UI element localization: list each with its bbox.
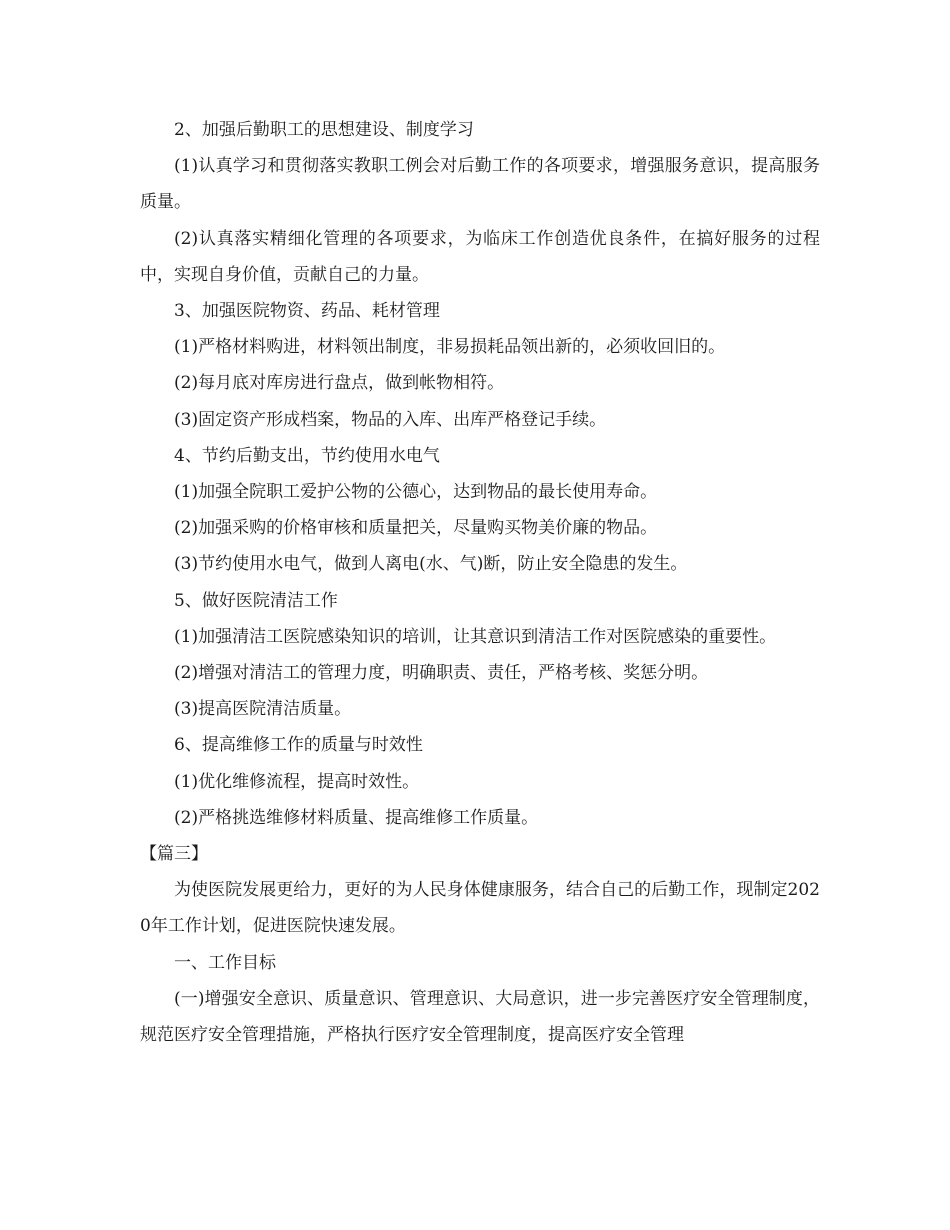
paragraph-5-1: (1)加强清洁工医院感染知识的培训，让其意识到清洁工作对医院感染的重要性。 — [174, 626, 777, 647]
paragraph-3-2: (2)每月底对库房进行盘点，做到帐物相符。 — [174, 373, 505, 394]
paragraph-3-3: (3)固定资产形成档案，物品的入库、出库严格登记手续。 — [174, 409, 607, 430]
paragraph-4-3: (3)节约使用水电气，做到人离电(水、气)断，防止安全隐患的发生。 — [174, 554, 688, 575]
paragraph-4-2: (2)加强采购的价格审核和质量把关，尽量购买物美价廉的物品。 — [174, 518, 658, 539]
paragraph-5-3: (3)提高医院清洁质量。 — [174, 699, 352, 720]
paragraph-2-2: (2)认真落实精细化管理的各项要求，为临床工作创造优良条件，在搞好服务的过程中，实现自身价值，贡献自己的力量。 — [140, 228, 820, 285]
paragraph-goals-1: (一)增强安全意识、质量意识、管理意识、大局意识，进一步完善医疗安全管理制度，规范医疗安全管理措施，严格执行医疗安全管理制度，提高医疗安全管理 — [140, 988, 820, 1046]
paragraph-5-2: (2)增强对清洁工的管理力度，明确职责、责任，严格考核、奖惩分明。 — [174, 663, 709, 684]
paragraph-2-1: (1)认真学习和贯彻落实教职工例会对后勤工作的各项要求，增强服务意识，提高服务质量。 — [140, 156, 820, 213]
section-heading-3: 3、加强医院物资、药品、耗材管理 — [174, 301, 440, 322]
section-heading-goals: 一、工作目标 — [174, 952, 276, 973]
section-heading-6: 6、提高维修工作的质量与时效性 — [174, 735, 423, 756]
paragraph-4-1: (1)加强全院职工爱护公物的公德心，达到物品的最长使用寿命。 — [174, 482, 658, 503]
paragraph-6-2: (2)严格挑选维修材料质量、提高维修工作质量。 — [174, 807, 539, 828]
intro-paragraph: 为使医院发展更给力，更好的为人民身体健康服务，结合自己的后勤工作，现制定2020年工作计划，促进医院快速发展。 — [140, 880, 820, 937]
section-heading-5: 5、做好医院清洁工作 — [174, 590, 338, 611]
section-heading-2: 2、加强后勤职工的思想建设、制度学习 — [174, 120, 474, 140]
part-three-heading: 【篇三】 — [140, 844, 208, 865]
paragraph-6-1: (1)优化维修流程，提高时效性。 — [174, 771, 420, 792]
paragraph-3-1: (1)严格材料购进，材料领出制度，非易损耗品领出新的，必须收回旧的。 — [174, 337, 726, 358]
section-heading-4: 4、节约后勤支出，节约使用水电气 — [174, 445, 440, 466]
document-body — [140, 112, 820, 1053]
